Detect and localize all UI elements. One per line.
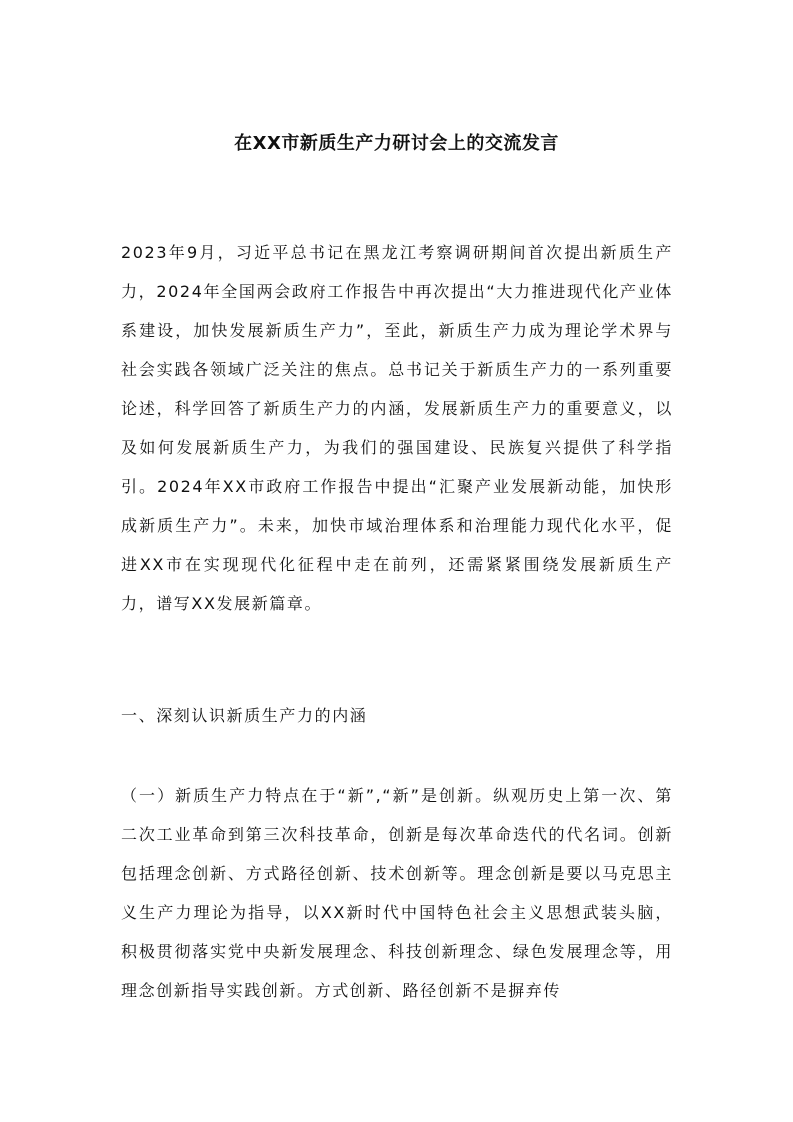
- subsection-paragraph: （一）新质生产力特点在于“新”,“新”是创新。纵观历史上第一次、第二次工业革命到第三次科技革命，创新是每次革命迭代的代名词。创新包括理念创新、方式路径创新、技术创新等。理念创新是要以马克思主义生产力理论为指导，以XX新时代中国特色社会主义思想武装头脑，积极贯彻落实党中央新发展理念、科技创新理念、绿色发展理念等，用理念创新指导实践创新。方式创新、路径创新不是摒弃传: [121, 786, 673, 1000]
- document-title: 在XX市新质生产力研讨会上的交流发言: [234, 133, 559, 154]
- section-heading: 一、深刻认识新质生产力的内涵: [121, 706, 368, 725]
- intro-paragraph: 2023年9月，习近平总书记在黑龙江考察调研期间首次提出新质生产力，2024年全国两会政府工作报告中再次提出“大力推进现代化产业体系建设，加快发展新质生产力”，至此，新质生产力成为理论学术界与社会实践各领域广泛关注的焦点。总书记关于新质生产力的一系列重要论述，科学回答了新质生产力的内涵，发展新质生产力的重要意义，以及如何发展新质生产力，为我们的强国建设、民族复兴提供了科学指引。2024年XX市政府工作报告中提出“汇聚产业发展新动能，加快形成新质生产力”。未来，加快市域治理体系和治理能力现代化水平，促进XX市在实现现代化征程中走在前列，还需紧紧围绕发展新质生产力，谱写XX发展新篇章。: [121, 243, 673, 613]
